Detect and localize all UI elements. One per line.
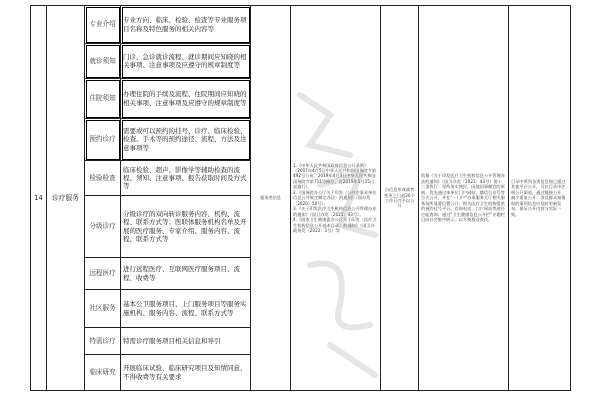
subitem-content: 需要或可以预约的挂号、诊疗、临床检验、检查、手术等的预约途径、流程、方法及注意事项等 xyxy=(121,119,251,161)
disclosure-channel-cell: 依据《关于印发医疗卫生机构信息公开管理办法的通知》（国卫办发〔2021〕43号）第十三条执行：坚持务实便民，因地因事制宜的原则，优先通过本单位门户网站、微信公众号等方式公开，并在“一门户”办事服务大厅相关服务场所显著位置公开；相关医疗卫生机构提供的预约挂号平台、咨询电话、门户网站等途径应能查询；通过“卫生健康信息公开栏”专题栏目向社会集中展示、以方便群众查找。 xyxy=(419,6,509,391)
subitem-content: 门诊、急诊就诊流程、就诊期间应知晓的相关事项、注意事项及应遵守的规章制度等 xyxy=(121,44,251,79)
legal-basis-cell: 1.《中华人民共和国政府信息公开条例》（2007年4月5日中华人民共和国国务院令第492号公布，2019年4月3日中华人民共和国国务院令第711号修订，自2019年5月15日起施行）。 2.《国务院办公厅关于印发〈公共企事业单位信息公开规定制定办法〉的通知》（国办发〔2020〕50号）。 3.《关于印发医疗卫生机构信息公开管理办法的通知》（国卫办发〔2021〕43号）。 4.《国家卫生健康委办公厅关于印发〈医疗卫生机构信息公开基本目录〉的通知》（国卫办政务发〔2022〕1号）等 xyxy=(291,6,381,391)
info-disclosure-table-page xyxy=(30,5,570,415)
subitem-name: 分级诊疗 xyxy=(85,196,121,258)
subitem-content: 办理住院的手续及流程、住院期间应知晓的相关事项、注意事项及应遵守的规章制度等 xyxy=(121,79,251,119)
table-row xyxy=(31,6,571,44)
subitem-content: 开展临床试验、临床研究项目及知情同意、不得收费等有关要求 xyxy=(121,355,251,391)
info-type-cell: 服务类信息 xyxy=(251,6,291,391)
subitem-name: 远程医疗 xyxy=(85,258,121,290)
subitem-name: 社区服务 xyxy=(85,290,121,328)
subitem-name: 住院须知 xyxy=(85,79,121,119)
subitem-name: 检验检查 xyxy=(85,161,121,196)
disclosure-timing-cell: 自信息形成或者变更之日起20个工作日内予以公开 xyxy=(381,6,419,391)
subitem-name: 特需诊疗 xyxy=(85,328,121,355)
subitem-name: 就诊须知 xyxy=(85,44,121,79)
subitem-content: 特需诊疗服务项目相关信息和导引 xyxy=(121,328,251,355)
subitem-content: 临床检验、超声、影像学等辅助检查的流程、须知、注意事项、报告获取时间及方式等 xyxy=(121,161,251,196)
subitem-content: 专业方向、临床、检验、检查等专业服务项目名称及特色服务的相关内容等 xyxy=(121,6,251,44)
row-number: 14 xyxy=(31,6,47,391)
subitem-name: 专业介绍 xyxy=(85,6,121,44)
remark-cell: 目录中所列各类信息如已通过其他平台公开，可在目录中注明公开渠道，通过链接公开，减少重复公开；涉及群众知情权的事项信息应及时更新发布，保证公开内容与实际一致。 xyxy=(509,6,571,391)
disclosure-table xyxy=(30,5,571,391)
subitem-name: 临床研究 xyxy=(85,355,121,391)
subitem-name: 预约诊疗 xyxy=(85,119,121,161)
subitem-content: 进行远程医疗、互联网医疗服务项目、流程、收费等 xyxy=(121,258,251,290)
subitem-content: 分级诊疗的双向转诊服务内容、机构、流程、联系方式等；医联体服务机构名单及开展的医疗服务、专家介绍、服务内容、流程、联系方式等 xyxy=(121,196,251,258)
category-cell: 诊疗服务 xyxy=(47,6,85,391)
subitem-content: 基本公卫服务项目、上门服务项目等服务实施机构、服务内容、流程、联系方式等 xyxy=(121,290,251,328)
